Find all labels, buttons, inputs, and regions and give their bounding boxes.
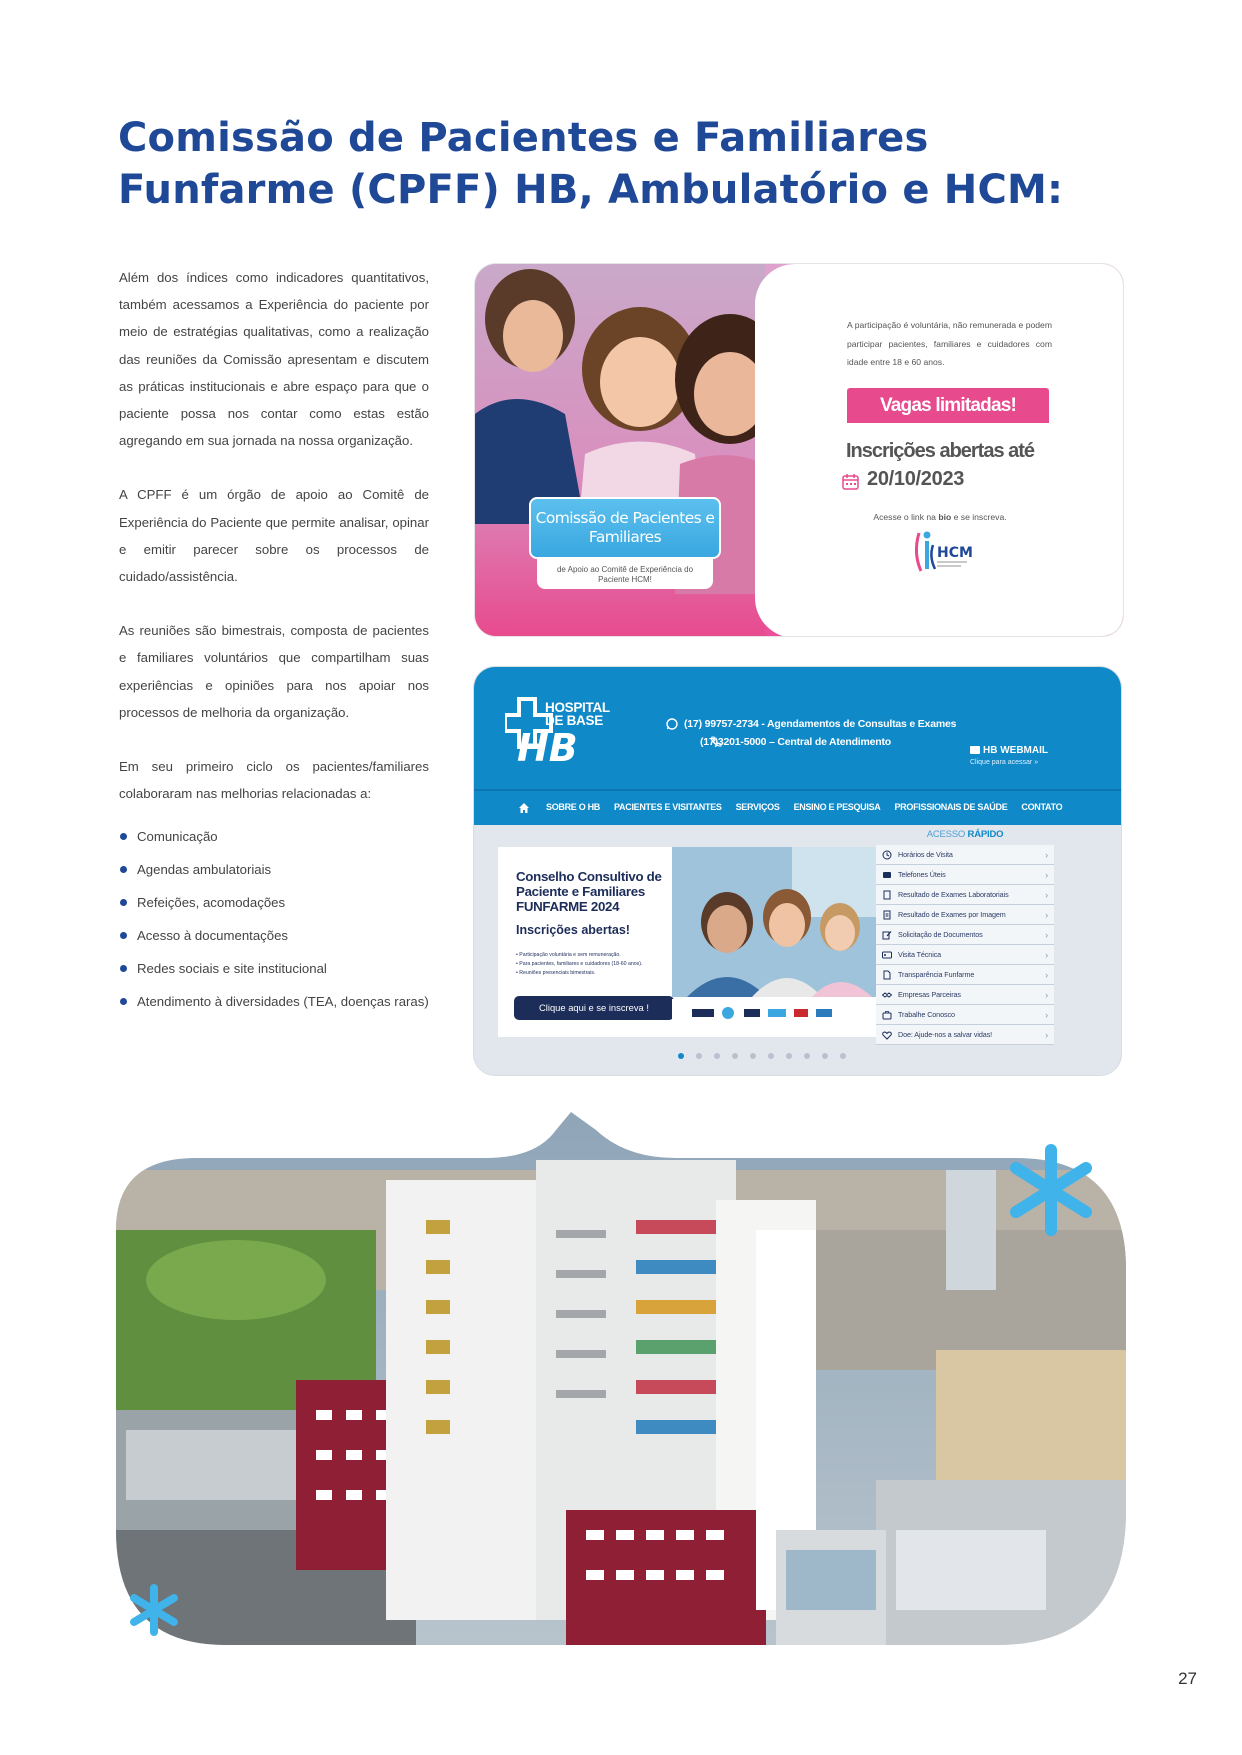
- svg-text:HB: HB: [517, 726, 578, 765]
- nav-item-servicos[interactable]: SERVIÇOS: [735, 802, 780, 812]
- carousel-dot[interactable]: [840, 1053, 846, 1059]
- hcm-logo-icon: [905, 527, 975, 573]
- nav-item-ensino[interactable]: ENSINO E PESQUISA: [793, 802, 881, 812]
- handshake-icon: [882, 990, 892, 1000]
- banner-title: Conselho Consultivo de Paciente e Familiares FUNFARME 2024: [516, 869, 662, 914]
- carousel-dot[interactable]: [714, 1053, 720, 1059]
- body-text-column: [119, 264, 429, 1021]
- banner-family-photo: [672, 847, 884, 997]
- registration-deadline: 20/10/2023: [867, 468, 965, 490]
- quick-link-visiting-hours[interactable]: Horários de Visita ›: [876, 845, 1054, 865]
- banner-list: • Participação voluntária e sem remuneração. • Para pacientes, familiares e cuidadores (18-60 anos). • Reuniões presenciais bimestrais.: [516, 952, 643, 976]
- carousel-dot[interactable]: [768, 1053, 774, 1059]
- hospital-website-screenshot: [473, 666, 1122, 1076]
- carousel-dot[interactable]: [750, 1053, 756, 1059]
- list-item: Acesso à documentações: [119, 922, 429, 955]
- document-icon: [882, 910, 892, 920]
- paragraph-first-cycle: Em seu primeiro ciclo os pacientes/familiares colaboraram nas melhorias relacionadas a:: [119, 759, 429, 802]
- central-phone[interactable]: (17)3201-5000 – Central de Atendimento: [700, 736, 891, 748]
- quick-link-transparency[interactable]: Transparência Funfarme ›: [876, 965, 1054, 985]
- participation-note: A participação é voluntária, não remunerada e podem participar pacientes, familiares e cuidadores com idade entre 18 e 60 anos.: [847, 320, 1052, 367]
- carousel-dot[interactable]: [732, 1053, 738, 1059]
- site-header: [474, 667, 1122, 789]
- poster-info-panel: [755, 264, 1124, 637]
- list-item: Redes sociais e site institucional: [119, 955, 429, 988]
- nav-item-profissionais[interactable]: PROFISSIONAIS DE SAÚDE: [894, 802, 1008, 812]
- carousel-dot[interactable]: [822, 1053, 828, 1059]
- carousel-dot[interactable]: [804, 1053, 810, 1059]
- carousel-dot[interactable]: [678, 1053, 684, 1059]
- paragraph-meetings: As reuniões são bimestrais, composta de pacientes e familiares voluntários que compartilham suas experiências e opiniões para nos apoiar nos processos de melhoria da organização.: [119, 623, 429, 720]
- poster-subtitle: de Apoio ao Comitê de Experiência do Paciente HCM!: [537, 559, 713, 589]
- quick-link-partners[interactable]: Empresas Parceiras ›: [876, 985, 1054, 1005]
- cpff-poster-card: [474, 263, 1124, 637]
- hospital-name: HOSPITAL DE BASE: [545, 700, 610, 728]
- whatsapp-phone[interactable]: (17) 99757-2734 - Agendamentos de Consultas e Exames: [684, 718, 957, 730]
- id-card-icon: [882, 950, 892, 960]
- page-number: 27: [1178, 1669, 1197, 1688]
- page-title: Comissão de Pacientes e Familiares Funfarme (CPFF) HB, Ambulatório e HCM:: [118, 115, 1064, 213]
- paragraph-intro: Além dos índices como indicadores quantitativos, também acessamos a Experiência do paciente por meio de estratégias qualitativas, como a realização das reuniões da Comissão apresentam e discutem as práticas institucionais e abre espaço para que o paciente possa nos contar como estas estão agregando em sua jornada na nossa organização.: [119, 270, 429, 449]
- mail-icon: [970, 746, 980, 754]
- nav-item-contato[interactable]: CONTATO: [1021, 802, 1063, 812]
- registration-heading: Inscrições abertas até: [845, 440, 1035, 462]
- list-item: Comunicação: [119, 823, 429, 856]
- file-icon: [882, 970, 892, 980]
- list-item: Refeições, acomodações: [119, 889, 429, 922]
- briefcase-icon: [882, 1010, 892, 1020]
- edit-icon: [882, 930, 892, 940]
- svg-text:HCM: HCM: [937, 545, 973, 561]
- quick-access-panel: [876, 829, 1054, 1045]
- improvement-list: [119, 823, 429, 1021]
- nav-item-pacientes[interactable]: PACIENTES E VISITANTES: [614, 802, 722, 812]
- nav-item-sobre[interactable]: SOBRE O HB: [546, 802, 601, 812]
- site-nav-bar: [474, 789, 1122, 825]
- poster-title-box: Comissão de Pacientes e Familiares: [529, 497, 721, 559]
- quick-link-documents[interactable]: Solicitação de Documentos ›: [876, 925, 1054, 945]
- quick-link-phones[interactable]: Telefones Úteis ›: [876, 865, 1054, 885]
- list-item: Agendas ambulatoriais: [119, 856, 429, 889]
- carousel-dot[interactable]: [696, 1053, 702, 1059]
- calendar-icon: [842, 473, 859, 490]
- list-item: Atendimento à diversidades (TEA, doenças raras): [119, 988, 429, 1021]
- quick-link-donate[interactable]: Doe: Ajude-nos a salvar vidas! ›: [876, 1025, 1054, 1045]
- quick-link-lab-results[interactable]: Resultado de Exames Laboratoriais ›: [876, 885, 1054, 905]
- webmail-sub-link[interactable]: Clique para acessar »: [970, 759, 1039, 766]
- paragraph-cpff: A CPFF é um órgão de apoio ao Comitê de Experiência do Paciente que permite analisar, opinar e emitir parecer sobre os processos de cuidado/assistência.: [119, 487, 429, 585]
- clock-icon: [882, 850, 892, 860]
- quick-link-careers[interactable]: Trabalhe Conosco ›: [876, 1005, 1054, 1025]
- banner-subtitle: Inscrições abertas!: [516, 923, 630, 937]
- carousel-dot[interactable]: [786, 1053, 792, 1059]
- quick-link-imaging-results[interactable]: Resultado de Exames por Imagem ›: [876, 905, 1054, 925]
- hospital-building-photo: [116, 1110, 1126, 1645]
- quick-link-technical-visit[interactable]: Visita Técnica ›: [876, 945, 1054, 965]
- home-icon[interactable]: [519, 803, 529, 813]
- limited-spots-badge: Vagas limitadas!: [847, 388, 1049, 423]
- heart-icon: [882, 1030, 892, 1040]
- bio-link-note: Acesse o link na bio e se inscreva.: [873, 512, 1007, 522]
- webmail-link[interactable]: HB WEBMAIL: [970, 745, 1048, 756]
- carousel-banner[interactable]: [498, 847, 884, 1037]
- partner-logos: [672, 999, 884, 1027]
- register-button[interactable]: Clique aqui e se inscreva !: [514, 996, 674, 1020]
- quick-access-title: ACESSO RÁPIDO: [926, 829, 1004, 840]
- phone-icon: [882, 870, 892, 880]
- clipboard-icon: [882, 890, 892, 900]
